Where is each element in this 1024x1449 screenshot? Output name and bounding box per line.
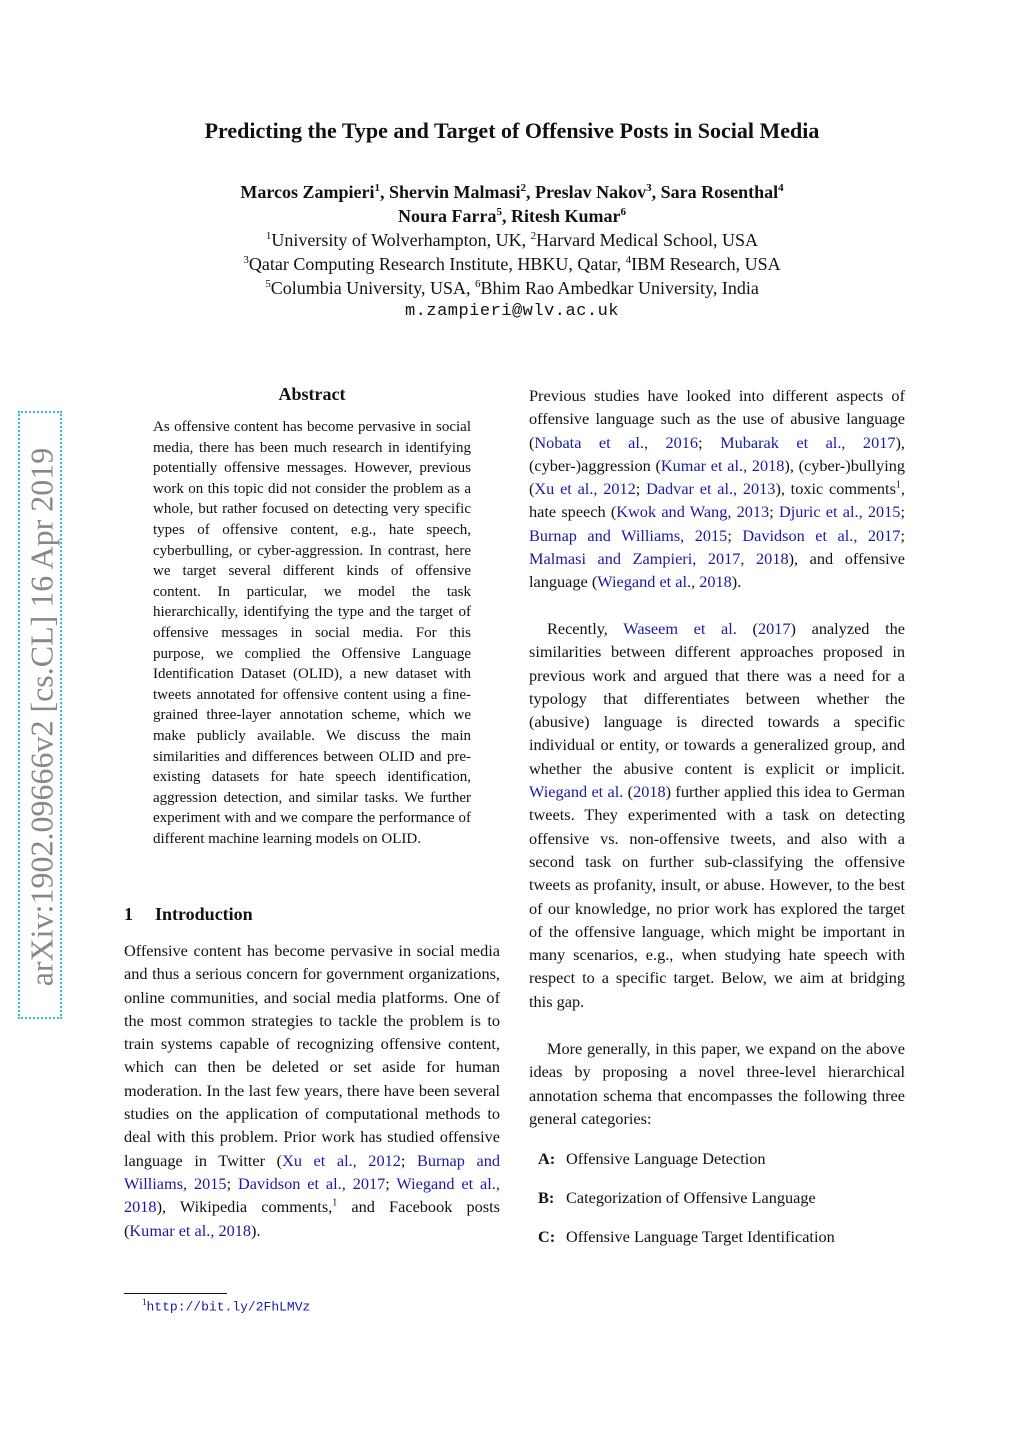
affiliation-marker: 6 (620, 206, 626, 218)
citation-link[interactable]: Kumar et al., 2018 (660, 455, 785, 475)
abstract-heading: Abstract (278, 384, 346, 404)
citation-link[interactable]: Nobata et al., 2016 (534, 432, 699, 452)
affiliation-text: Columbia University, USA, (270, 278, 476, 298)
citation-link[interactable]: Dadvar et al., 2013 (646, 479, 776, 499)
text-run: ) further applied this idea to German tweets. They experimented with a task on detecting offensive vs. non-offensive tweets, and also with a second task on further sub-classifying the offensive tweets as profanity, insult, or abuse. However, to the best of our knowledge, no prior work has explored the target of the offensive language, which might be important in many scenarios, e.g., when studying hate speech with respect to a specific target. Below, we aim at bridging this gap. (529, 782, 905, 1011)
text-run: ; (385, 1173, 397, 1193)
contact-email: m.zampieri@wlv.ac.uk (404, 302, 620, 321)
intro-paragraph-1 (124, 939, 500, 1242)
category-text: Offensive Language Detection (566, 1149, 766, 1168)
citation-link[interactable]: Wiegand et al. (529, 782, 624, 802)
category-item (538, 1227, 835, 1247)
section-title: Introduction (155, 904, 253, 924)
citation-link[interactable]: 2017 (757, 619, 791, 638)
category-label: C: (538, 1227, 556, 1246)
text-run: ), (cyber-)bullying ( (529, 455, 905, 499)
affiliation-line-3 (0, 276, 1024, 300)
text-run: ). (251, 1220, 261, 1240)
affiliation-text: Qatar Computing Research Institute, HBKU, Qatar, (248, 254, 626, 274)
text-run: ; (900, 502, 905, 522)
citation-link[interactable]: Malmasi and Zampieri, 2017, 2018 (529, 549, 789, 569)
right-paragraph-2 (529, 617, 905, 1013)
affiliation-marker: 1 (374, 182, 380, 194)
affiliation-marker: 2 (530, 230, 537, 242)
author-names-line-2: Noura Farra$^5$, Ritesh Kumar$^6$ (398, 206, 626, 226)
citation-link[interactable]: Xu et al., 2012 (534, 479, 636, 499)
citation-link[interactable]: Waseem et al. (623, 619, 737, 638)
text-run: ; (698, 432, 721, 452)
text-run: ), and offensive language ( (529, 549, 905, 592)
affiliation-line-2 (0, 252, 1024, 276)
citation-link[interactable]: 2018 (633, 782, 666, 802)
category-text: Offensive Language Target Identification (566, 1227, 835, 1246)
section-number: 1 (124, 904, 133, 924)
author-names-line-1: Marcos Zampieri$^1$, Shervin Malmasi$^2$, Preslav Nakov$^3$, Sara Rosenthal$^4$ (240, 182, 784, 202)
paper-title: Predicting the Type and Target of Offensive Posts in Social Media (204, 118, 820, 143)
citation-link[interactable]: Kumar et al., 2018 (129, 1220, 252, 1240)
affiliation-marker: 6 (475, 278, 481, 290)
author-name: Sara Rosenthal (660, 182, 779, 202)
right-paragraph-3: More generally, in this paper, we expand on the above ideas by proposing a novel three-level hierarchical annotation schema that encompasses the following three general categories: (529, 1039, 905, 1128)
affiliation-marker: 3 (646, 182, 652, 194)
affiliation-marker: 2 (520, 182, 526, 194)
text-run: ; (727, 525, 743, 545)
citation-link[interactable]: Wiegand et al., 2018 (597, 572, 732, 592)
author-name: Marcos Zampieri (240, 182, 375, 202)
category-text: Categorization of Offensive Language (566, 1188, 816, 1207)
text-run: ( (736, 619, 758, 638)
footnote-link[interactable]: http://bit.ly/2FhLMVz (146, 1299, 311, 1315)
citation-link[interactable]: Burnap and Williams, 2015 (124, 1150, 500, 1193)
affiliation-marker: 3 (243, 254, 249, 266)
text-run: ), Wikipedia comments, (156, 1197, 333, 1217)
affiliation-text: IBM Research, USA (631, 254, 781, 274)
text-run: ). (731, 572, 742, 592)
text-run: ) analyzed the similarities between different approaches proposed in previous work and argued that there was a need for a typology that differentiates between whether the (abusive) language is directed towards a specific individual or entity, or towards a generalized group, and whether the abusive content is explicit or implicit. (529, 619, 905, 778)
footnote-marker[interactable]: 1 (332, 1197, 338, 1209)
affiliation-marker: 5 (496, 206, 502, 218)
text-run: ), toxic comments (775, 479, 896, 499)
citation-link[interactable]: Davidson et al., 2017 (237, 1173, 386, 1193)
footnote (142, 1297, 310, 1314)
category-item (538, 1149, 766, 1169)
citation-link[interactable]: Kwok and Wang, 2013 (616, 502, 770, 522)
category-label: B: (538, 1188, 555, 1207)
text-run: ; (635, 479, 647, 499)
text-run: Recently, (547, 619, 624, 638)
affiliation-text: Bhim Rao Ambedkar University, India (480, 278, 759, 298)
citation-link[interactable]: Djuric et al., 2015 (778, 502, 901, 522)
text-run: ; (900, 525, 905, 545)
footnote-marker[interactable]: 1 (895, 479, 901, 491)
text-run: ; (769, 502, 779, 522)
affiliation-marker: 1 (265, 230, 272, 242)
citation-link[interactable]: Xu et al., 2012 (282, 1150, 401, 1170)
affiliation-line-1 (0, 228, 1024, 252)
author-name: Preslav Nakov (534, 182, 647, 202)
author-name: Ritesh Kumar (510, 206, 621, 226)
text-run: Previous studies have looked into different aspects of offensive language such as the use of abusive language ( (529, 386, 905, 452)
category-item (538, 1188, 816, 1208)
arxiv-id: arXiv:1902.09666v2 [cs.CL] 16 Apr 2019 (23, 447, 60, 987)
citation-link[interactable]: Davidson et al., 2017 (742, 525, 901, 545)
text-run: and Facebook posts ( (124, 1197, 500, 1240)
affiliation-marker: 4 (625, 254, 632, 266)
text-run: , hate speech ( (529, 479, 905, 522)
text-run: Offensive content has become pervasive in social media and thus a serious concern for government organizations, online communities, and social media platforms. One of the most common strategies to tackle the problem is to train systems capable of recognizing offensive content, which can then be deleted or set aside for human moderation. In the last few years, there have been several studies on the application of computational methods to deal with this problem. Prior work has studied offensive language in Twitter ( (124, 941, 500, 1170)
arxiv-stamp[interactable] (18, 411, 62, 1019)
citation-link[interactable]: Wiegand et al., 2018 (124, 1173, 500, 1217)
author-name: Noura Farra (398, 206, 497, 226)
text-run: ( (623, 782, 634, 802)
text-run: ; (226, 1173, 238, 1193)
section-heading-introduction (124, 904, 253, 925)
citation-link[interactable]: Burnap and Williams, 2015 (529, 525, 728, 545)
footnote-divider (124, 1293, 227, 1294)
citation-link[interactable]: Mubarak et al., 2017 (720, 432, 896, 452)
affiliation-marker: 5 (265, 278, 271, 290)
affiliation-text: Harvard Medical School, USA (536, 230, 759, 250)
affiliation-marker: 4 (778, 182, 784, 194)
category-label: A: (538, 1149, 556, 1168)
author-block (0, 180, 1024, 324)
right-paragraph-1 (529, 384, 905, 594)
footnote-number: 1 (142, 1297, 147, 1307)
affiliation-text: University of Wolverhampton, UK, (271, 230, 531, 250)
abstract-text: As offensive content has become pervasive in social media, there has been much research in identifying potentially offensive messages. However, previous work on this topic did not consider the problem as a whole, but rather focused on detecting very specific types of offensive content, e.g., hate speech, cyberbulling, or cyber-aggression. In contrast, here we target several different kinds of offensive content. In particular, we model the task hierarchically, identifying the type and the target of offensive messages in social media. For this purpose, we complied the Offensive Language Identification Dataset (OLID), a new dataset with tweets annotated for offensive content using a fine-grained three-layer annotation scheme, which we make publicly available. We discuss the main similarities and differences between OLID and pre-existing datasets for hate speech identification, aggression detection, and similar tasks. We further experiment with and we compare the performance of different machine learning models on OLID. (153, 419, 471, 847)
text-run: ; (400, 1150, 417, 1170)
text-run: ), (cyber-)aggression ( (529, 432, 905, 475)
author-name: Shervin Malmasi (388, 182, 521, 202)
